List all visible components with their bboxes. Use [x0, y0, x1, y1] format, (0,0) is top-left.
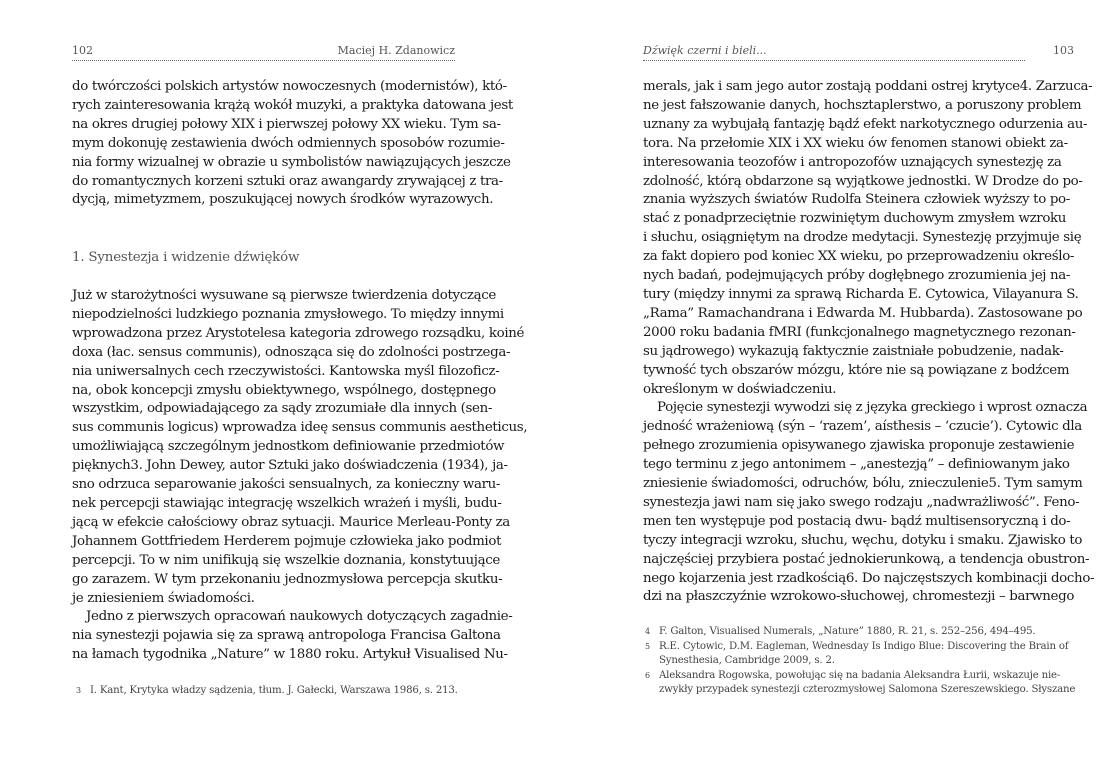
- text-line: „Rama” Ramachandrana i Edwarda M. Hubbarda). Zastosowane po: [643, 305, 1083, 321]
- text-line: tego terminu z jego antonimem – „anestezją” – definiowanym jako: [643, 457, 1070, 473]
- text-line: pięknych3. John Dewey, autor Sztuki jako doświadczenia (1934), ja-: [72, 458, 508, 474]
- footnote-text: I. Kant, Krytyka władzy sądzenia, tłum. J. Gałecki, Warszawa 1986, s. 213.: [90, 685, 458, 696]
- text-line: do romantycznych korzeni sztuki oraz awangardy zrywającej z tra-: [72, 173, 503, 189]
- footnote: [645, 625, 1036, 640]
- text-line: rych zainteresowania krążą wokół muzyki, a praktyka datowana jest: [72, 97, 513, 113]
- text-line: pełnego zrozumienia opisywanego zjawiska proponuje zestawienie: [643, 438, 1075, 454]
- footnote-text: R.E. Cytowic, D.M. Eagleman, Wednesday Is Indigo Blue: Discovering the Brain of: [659, 640, 1069, 652]
- page-number: 103: [1053, 44, 1074, 57]
- text-line: za fakt dopiero pod koniec XX wieku, po przeprowadzeniu określo-: [643, 249, 1075, 265]
- footnotes: [76, 684, 456, 699]
- text-line: nego kojarzenia jest rzadkością6. Do najczęstszych kombinacji docho-: [643, 570, 1095, 586]
- text-line: je zniesieniem świadomości.: [72, 590, 255, 606]
- text-line: nia synestezji pojawia się za sprawą antropologa Francisa Galtona: [72, 628, 501, 644]
- text-line: stać z ponadprzeciętnie rozwiniętym duchowym zmysłem wzroku: [643, 211, 1067, 227]
- footnote-continuation: [645, 683, 1076, 698]
- text-line: nych badań, podejmujących próby dogłębnego zrozumienia jej na-: [643, 268, 1071, 284]
- header-rule: [643, 60, 1025, 61]
- text-line: Już w starożytności wysuwane są pierwsze twierdzenia dotyczące: [72, 288, 496, 303]
- text-line: tury (między innymi za sprawą Richarda E. Cytowica, Vilayanura S.: [643, 286, 1079, 302]
- page-number: 102: [72, 44, 93, 57]
- text-line: Jedno z pierwszych opracowań naukowych dotyczących zagadnie-: [86, 609, 513, 625]
- footnote-number: 4: [645, 627, 650, 636]
- text-line: do twórczości polskich artystów nowoczesnych (modernistów), któ-: [72, 79, 507, 94]
- footnote-number: 5: [645, 641, 650, 651]
- text-line: sus communis logicus) wprowadza ideę sensus communis aestheticus,: [72, 420, 528, 436]
- text-line: zdolność, którą obdarzone są wyjątkowe jednostki. W Drodze do po-: [643, 173, 1083, 189]
- text-line: jedność wrażeniową (sýn – ‘razem’, aísthesis – ‘czucie’). Cytowic dla: [643, 419, 1082, 435]
- footnote-number: 3: [76, 686, 81, 695]
- text-line: synestezja jawi nam się jako swego rodzaju „nadwrażliwość”. Feno-: [643, 494, 1080, 510]
- text-line: na łamach tygodnika „Nature” w 1880 roku. Artykuł Visualised Nu-: [72, 647, 508, 663]
- footnote-text: Aleksandra Rogowska, powołując się na badania Aleksandra Łurii, wskazuje nie-: [659, 669, 1061, 681]
- footnote: [645, 669, 1061, 684]
- text-line: go zarazem. W tym przekonaniu jednozmysłowa percepcja skutku-: [72, 571, 503, 587]
- text-line: na okres drugiej połowy XIX i pierwszej połowy XX wieku. Tym sa-: [72, 116, 501, 132]
- text-line: interesowania teozofów i antropozofów uznających synestezję za: [643, 154, 1062, 170]
- text-line: Johannem Gottfriedem Herderem pojmuje człowieka jako podmiot: [72, 533, 502, 549]
- text-line: 2000 roku badania fMRI (funkcjonalnego magnetycznego rezonan-: [643, 324, 1076, 340]
- header-rule: [72, 60, 455, 61]
- text-line: dycją, mimetyzmem, poszukującej nowych środków wyrazowych.: [72, 192, 494, 208]
- text-line: jącą w efekcie całościowy obraz sytuacji. Maurice Merleau-Ponty za: [72, 514, 510, 530]
- main-text: [643, 78, 1095, 607]
- text-line: su jądrowego) wykazują faktycznie zaistniałe pobudzenie, nadak-: [643, 343, 1064, 359]
- right-page: [550, 0, 1100, 776]
- text-line: tywność tych obszarów mózgu, które nie są powiązane z bodźcem: [643, 362, 1070, 378]
- section-body: [72, 287, 528, 665]
- footnote: [76, 684, 456, 699]
- footnote-text: F. Galton, Visualised Numerals, „Nature” 1880, R. 21, s. 252–256, 494–495.: [659, 626, 1036, 637]
- footnote: [645, 640, 1069, 655]
- text-line: tora. Na przełomie XIX i XX wieku ów fenomen stanowi obiekt za-: [643, 135, 1068, 151]
- text-line: nia formy wizualnej w obrazie u symbolistów nawiązujących jeszcze: [72, 154, 511, 170]
- text-line: ne jest fałszowanie danych, hochsztaplerstwo, a poruszony problem: [643, 97, 1082, 113]
- text-line: tyczy integracji wzroku, słuchu, węchu, dotyku i smaku. Zjawisko to: [643, 532, 1083, 548]
- text-line: niepodzielności ludzkiego poznania zmysłowego. To między innymi: [72, 306, 504, 322]
- footnote-continuation: [645, 654, 1025, 669]
- text-line: uznany za wybujałą fantazję bądź efekt narkotycznego odurzenia au-: [643, 116, 1088, 132]
- text-line: i słuchu, osiągniętym na drodze medytacji. Synestezję przyjmuje się: [643, 230, 1082, 246]
- section-heading: 1. Synestezja i widzenie dźwięków: [72, 250, 300, 265]
- text-line: sno odrzuca separowanie jakości sensualnych, za konieczny waru-: [72, 477, 501, 493]
- text-line: zniesienie świadomości, odruchów, bólu, znieczulenie5. Tym samym: [643, 476, 1083, 492]
- text-line: znania wyższych światów Rudolfa Steinera człowiek wyższy to po-: [643, 192, 1070, 208]
- text-line: na, obok koncepcji zmysłu obiektywnego, wspólnego, dostępnego: [72, 382, 496, 398]
- running-head: Dźwięk czerni i bieli...: [643, 44, 767, 57]
- text-line: określonym w doświadczeniu.: [643, 381, 837, 397]
- running-head: Maciej H. Zdanowicz: [337, 44, 455, 57]
- text-line: merals, jak i sam jego autor zostają poddani ostrej krytyce4. Zarzuca-: [643, 79, 1093, 94]
- footnote-number: 6: [645, 670, 650, 680]
- text-line: umożliwiającą szczególnym jednostkom definiowanie przedmiotów: [72, 439, 505, 455]
- text-line: wszystkim, odpowiadającego za sądy zrozumiałe dla innych (sen-: [72, 401, 493, 417]
- text-line: mym dokonuję zestawienia dwóch odmiennych sposobów rozumie-: [72, 135, 505, 151]
- text-line: percepcji. To w nim unifikują się wszelkie doznania, konstytuujące: [72, 552, 500, 568]
- text-line: najczęściej przybiera postać jednokierunkową, a tendencja obustron-: [643, 551, 1090, 567]
- text-line: doxa (łac. sensus communis), odnosząca się do zdolności postrzega-: [72, 344, 511, 360]
- footnotes: [645, 625, 1076, 698]
- text-line: nia uniwersalnych cech rzeczywistości. Kantowska myśl filozoficz-: [72, 363, 500, 379]
- intro-paragraph: [72, 78, 513, 210]
- text-line: dzi na płaszczyźnie wzrokowo-słuchowej, chromestezji – barwnego: [643, 589, 1075, 605]
- text-line: men ten występuje pod postacią dwu- bądź multisensoryczną i do-: [643, 513, 1071, 529]
- footnote-text: Synesthesia, Cambridge 2009, s. 2.: [659, 655, 835, 667]
- text-line: Pojęcie synestezji wywodzi się z języka greckiego i wprost oznacza: [657, 400, 1088, 416]
- text-line: wprowadzona przez Arystotelesa kategoria zdrowego rozsądku, koiné: [72, 325, 525, 341]
- footnote-text: zwykły przypadek synestezji czterozmysłowej Salomona Szereszewskiego. Słyszane: [659, 684, 1076, 696]
- text-line: nek percepcji stawiając integrację wszelkich wrażeń i myśli, budu-: [72, 495, 502, 511]
